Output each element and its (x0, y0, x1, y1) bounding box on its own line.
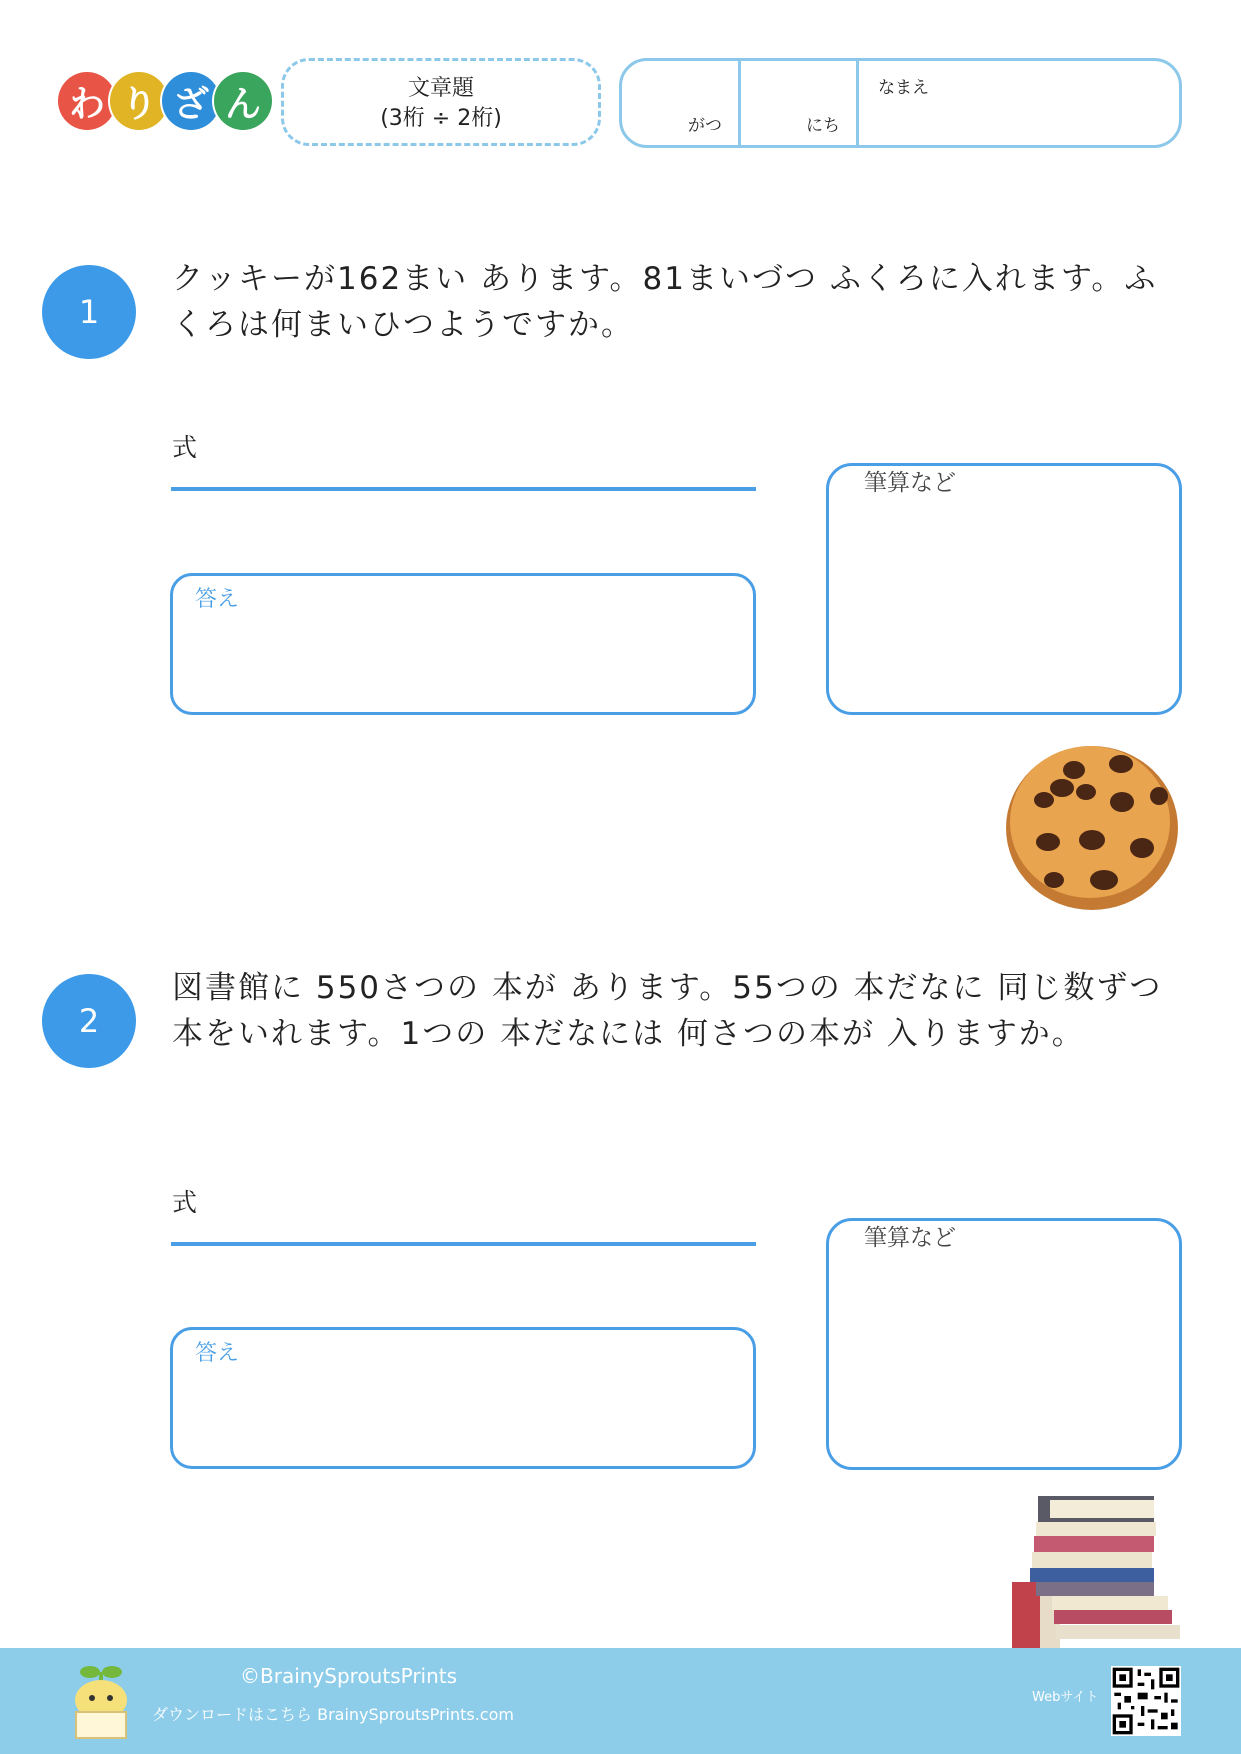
date-divider-2 (856, 61, 859, 145)
work-box-2[interactable] (826, 1218, 1182, 1470)
question-text-2: 図書館に 550さつの 本が あります。55つの 本だなに 同じ数ずつ 本をいれます。1つの 本だなには 何さつの本が 入りますか。 (172, 970, 1163, 1052)
question-number-2: 2 (42, 974, 136, 1068)
work-box-1[interactable] (826, 463, 1182, 715)
logo-char-4: ん (214, 72, 272, 130)
date-name-box (619, 58, 1182, 148)
footer-download-link[interactable]: ダウンロードはこちら BrainySproutsPrints.com (152, 1705, 514, 1724)
cookie-icon (1004, 740, 1180, 912)
answer-label-2: 答え (195, 1341, 240, 1366)
title-line-1: 文章題 (407, 76, 474, 101)
answer-box-2[interactable] (170, 1327, 756, 1469)
work-label-2: 筆算など (864, 1225, 956, 1251)
logo-char-1: わ (58, 72, 116, 130)
answer-box-1[interactable] (170, 573, 756, 715)
footer-copyright: ©BrainySproutsPrints (240, 1664, 458, 1688)
qr-code-icon[interactable] (1111, 1666, 1181, 1736)
formula-label-1: 式 (172, 433, 198, 462)
formula-label-2: 式 (172, 1188, 198, 1217)
footer-website-label: Webサイト (1032, 1690, 1099, 1705)
logo-char-2: り (110, 72, 168, 130)
logo-char-3: ざ (162, 72, 220, 130)
question-text-1: クッキーが162まい あります。81まいづつ ふくろに入れます。ふくろは何まいひつようですか。 (172, 261, 1158, 343)
work-label-1: 筆算など (864, 470, 956, 496)
name-label: なまえ (878, 78, 929, 98)
answer-label-1: 答え (195, 587, 240, 612)
formula-line-1 (171, 487, 756, 491)
book-stack-icon (1010, 1490, 1180, 1650)
question-number-1: 1 (42, 265, 136, 359)
worksheet-title (281, 58, 601, 146)
month-label: がつ (688, 116, 722, 136)
sprout-mascot-icon (70, 1660, 132, 1740)
logo (58, 72, 266, 130)
day-label: にち (806, 116, 840, 136)
date-divider-1 (738, 61, 741, 145)
formula-line-2 (171, 1242, 756, 1246)
title-line-2: (3桁 ÷ 2桁) (380, 106, 502, 131)
